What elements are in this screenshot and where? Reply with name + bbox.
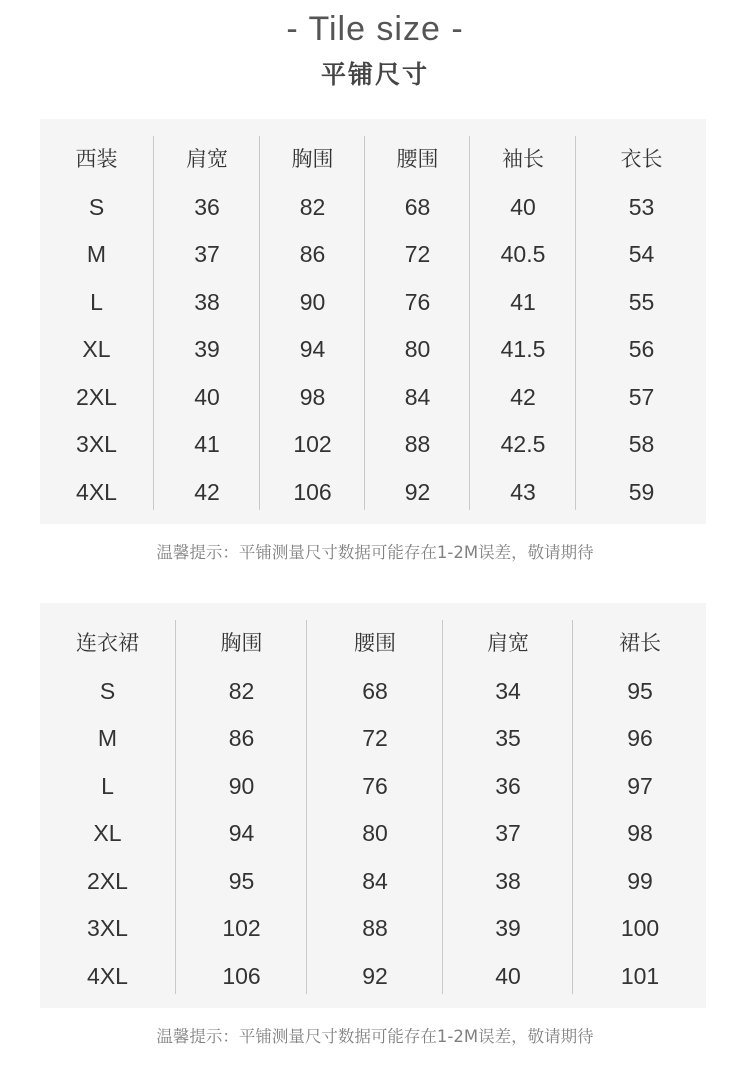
measurement-cell: 38 [495,867,521,894]
measurement-cell: 39 [495,915,521,941]
measurement-cell: 42 [194,478,220,505]
measurement-cell: 55 [628,288,655,315]
measurement-cell: 80 [362,820,388,846]
measurement-cell: 100 [620,915,660,941]
column-header: 裙长 [619,631,661,655]
measurement-cell: 102 [293,431,332,457]
measurement-cell: 58 [628,431,655,457]
measurement-cell: 42 [510,383,536,410]
title-english: - Tile size - [286,10,464,48]
column-header: 胸围 [220,631,263,655]
measurement-cell: 72 [404,241,431,267]
column-header: 胸围 [291,147,334,171]
column-header: 衣长 [620,147,663,171]
measurement-cell: 84 [362,867,388,894]
table-column [442,620,573,994]
measurement-cell: 97 [627,772,653,799]
measurement-cell: 41.5 [500,336,546,362]
size-label-cell: XL [82,336,111,362]
measurement-cell: 54 [628,241,655,267]
measurement-cell: 88 [362,915,388,941]
suit-size-table [40,119,706,524]
measurement-cell: 101 [620,962,660,989]
measurement-cell: 95 [228,867,255,894]
size-label-cell: 2XL [76,383,117,410]
measurement-cell: 36 [495,772,521,799]
measurement-cell: 37 [194,241,220,267]
measurement-cell: 40 [510,193,536,220]
measurement-cell: 94 [228,820,255,846]
column-header: 连衣裙 [76,631,139,655]
measurement-cell: 43 [510,478,536,505]
measurement-cell: 37 [495,820,521,846]
measurement-cell: 95 [627,677,653,704]
table-column [575,136,707,510]
measurement-cell: 40 [495,962,521,989]
measurement-cell: 98 [299,383,326,410]
measurement-cell: 99 [627,867,653,894]
size-note-suit: 温馨提示：平铺测量尺寸数据可能存在1-2M误差，敬请期待 [156,543,594,562]
size-label-cell: M [97,725,118,751]
measurement-cell: 76 [404,288,431,315]
table-column [364,136,470,510]
measurement-cell: 106 [293,478,332,505]
size-label-cell: 2XL [87,867,128,894]
measurement-cell: 68 [362,677,388,704]
table-column [40,136,153,510]
column-header: 西装 [75,147,118,171]
measurement-cell: 36 [194,193,220,220]
size-note-dress: 温馨提示：平铺测量尺寸数据可能存在1-2M误差，敬请期待 [156,1027,594,1046]
column-header: 袖长 [502,147,544,171]
table-column [469,136,576,510]
size-label-cell: 4XL [87,962,128,989]
measurement-cell: 76 [362,772,388,799]
title-chinese: 平铺尺寸 [320,60,429,89]
measurement-cell: 41 [194,431,220,457]
measurement-cell: 41 [510,288,536,315]
table-column [259,136,365,510]
column-header: 肩宽 [487,631,529,655]
measurement-cell: 88 [404,431,431,457]
measurement-cell: 40 [194,383,220,410]
size-label-cell: S [88,193,105,220]
measurement-cell: 84 [404,383,431,410]
measurement-cell: 42.5 [500,431,546,457]
measurement-cell: 106 [222,962,261,989]
column-header: 腰围 [396,147,439,171]
measurement-cell: 90 [299,288,326,315]
measurement-cell: 98 [627,820,653,846]
measurement-cell: 72 [362,725,388,751]
measurement-cell: 59 [628,478,655,505]
measurement-cell: 92 [362,962,388,989]
measurement-cell: 82 [228,677,255,704]
measurement-cell: 35 [495,725,521,751]
column-header: 腰围 [354,631,396,655]
measurement-cell: 68 [404,193,431,220]
measurement-cell: 56 [628,336,655,362]
size-label-cell: L [90,288,103,315]
column-header: 肩宽 [186,147,228,171]
measurement-cell: 57 [628,383,655,410]
measurement-cell: 39 [194,336,220,362]
size-label-cell: 3XL [76,431,117,457]
measurement-cell: 34 [495,677,521,704]
measurement-cell: 82 [299,193,326,220]
size-label-cell: L [101,772,114,799]
table-column [153,136,260,510]
measurement-cell: 92 [404,478,431,505]
size-label-cell: XL [93,820,122,846]
size-label-cell: M [86,241,107,267]
dress-size-table [40,603,706,1008]
measurement-cell: 86 [228,725,255,751]
measurement-cell: 38 [194,288,220,315]
measurement-cell: 94 [299,336,326,362]
table-column [306,620,443,994]
measurement-cell: 96 [627,725,653,751]
table-column [40,620,175,994]
table-column [572,620,707,994]
size-label-cell: 3XL [87,915,128,941]
measurement-cell: 40.5 [500,241,546,267]
size-label-cell: 4XL [76,478,117,505]
measurement-cell: 102 [222,915,261,941]
size-label-cell: S [99,677,116,704]
table-column [175,620,307,994]
measurement-cell: 80 [404,336,431,362]
measurement-cell: 90 [228,772,255,799]
measurement-cell: 53 [628,193,655,220]
measurement-cell: 86 [299,241,326,267]
